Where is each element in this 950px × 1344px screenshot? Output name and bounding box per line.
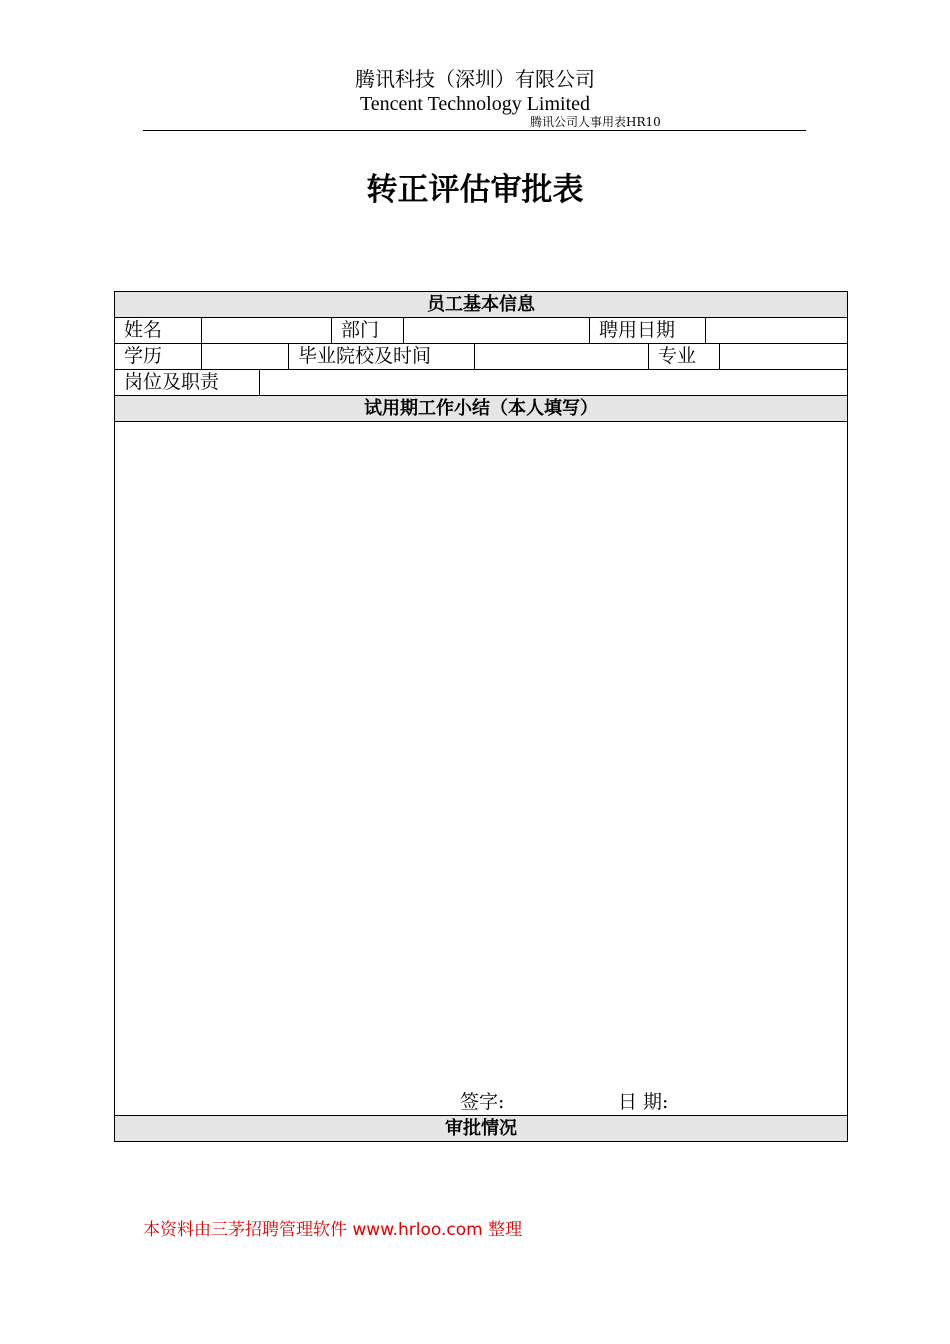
input-school[interactable] <box>474 344 648 369</box>
date-label: 日 期: <box>618 1091 669 1113</box>
row-edu-school-major <box>115 344 848 370</box>
section-approval <box>115 1116 848 1142</box>
section-approval-title: 审批情况 <box>445 1118 517 1139</box>
label-school: 毕业院校及时间 <box>288 344 474 369</box>
header-divider <box>143 130 806 131</box>
label-name: 姓名 <box>124 319 163 341</box>
summary-textarea[interactable] <box>115 422 848 1116</box>
section-summary <box>115 396 848 422</box>
section-basic-info <box>115 292 848 318</box>
approval-form-table <box>114 291 848 1142</box>
company-name-cn: 腾讯科技（深圳）有限公司 <box>355 67 595 91</box>
label-major: 专业 <box>648 344 719 369</box>
input-major[interactable] <box>719 344 847 369</box>
input-name[interactable] <box>201 318 331 343</box>
input-position[interactable] <box>259 370 847 395</box>
input-education[interactable] <box>201 344 288 369</box>
row-name-dept-date <box>115 318 848 344</box>
section-basic-info-title: 员工基本信息 <box>427 294 535 315</box>
label-education: 学历 <box>124 345 163 367</box>
label-position: 岗位及职责 <box>124 371 220 393</box>
section-summary-title: 试用期工作小结（本人填写） <box>364 398 598 419</box>
label-hire-date: 聘用日期 <box>589 318 705 343</box>
signature-label: 签字: <box>460 1091 505 1113</box>
form-title: 转正评估审批表 <box>366 172 584 208</box>
form-code: 腾讯公司人事用表HR10 <box>530 115 661 129</box>
company-name-en: Tencent Technology Limited <box>359 93 591 115</box>
input-hire-date[interactable] <box>705 318 847 343</box>
label-dept: 部门 <box>331 318 403 343</box>
row-position <box>115 370 848 396</box>
footer-source-note: 本资料由三茅招聘管理软件 www.hrloo.com 整理 <box>143 1220 523 1240</box>
input-dept[interactable] <box>403 318 589 343</box>
